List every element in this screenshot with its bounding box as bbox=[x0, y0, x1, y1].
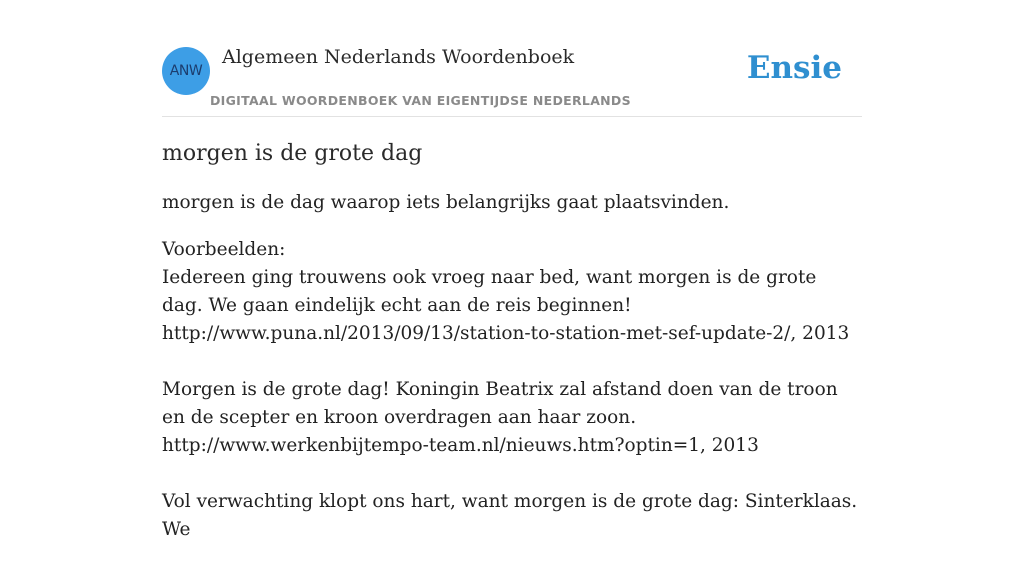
example-item bbox=[162, 488, 862, 544]
site-header bbox=[162, 0, 862, 117]
example-source-year: 2013 bbox=[802, 323, 850, 344]
entry-definition: morgen is de dag waarop iets belangrijks gaat plaatsvinden. bbox=[162, 192, 730, 213]
example-text: Iedereen ging trouwens ook vroeg naar bed, want morgen is de grote dag. We gaan eindelijk echt aan de reis beginnen! bbox=[162, 267, 817, 316]
example-source-url: http://www.werkenbijtempo-team.nl/nieuws.htm?optin=1 bbox=[162, 435, 700, 456]
example-text: Morgen is de grote dag! Koningin Beatrix zal afstand doen van de troon en de scepter en kroon overdragen aan haar zoon. bbox=[162, 379, 838, 428]
ensie-brand-link[interactable]: Ensie bbox=[746, 50, 842, 86]
anw-logo[interactable] bbox=[162, 47, 210, 95]
example-item bbox=[162, 264, 862, 348]
example-source: http://www.werkenbijtempo-team.nl/nieuws.htm?optin=1, 2013 bbox=[162, 435, 759, 456]
entry-term: morgen is de grote dag bbox=[162, 141, 423, 166]
logo-text: ANW bbox=[169, 63, 203, 79]
example-item bbox=[162, 376, 862, 460]
example-text: Vol verwachting klopt ons hart, want morgen is de grote dag: Sinterklaas. We bbox=[162, 491, 858, 540]
examples-label: Voorbeelden: bbox=[162, 239, 286, 260]
example-source: http://www.puna.nl/2013/09/13/station-to-station-met-sef-update-2/, 2013 bbox=[162, 323, 850, 344]
site-title[interactable]: Algemeen Nederlands Woordenboek bbox=[222, 46, 575, 68]
example-source-year: 2013 bbox=[711, 435, 759, 456]
site-subtitle: DIGITAAL WOORDENBOEK VAN EIGENTIJDSE NEDERLANDS bbox=[210, 93, 631, 108]
entry-content bbox=[162, 138, 862, 572]
example-source-url: http://www.puna.nl/2013/09/13/station-to-station-met-sef-update-2/ bbox=[162, 323, 791, 344]
